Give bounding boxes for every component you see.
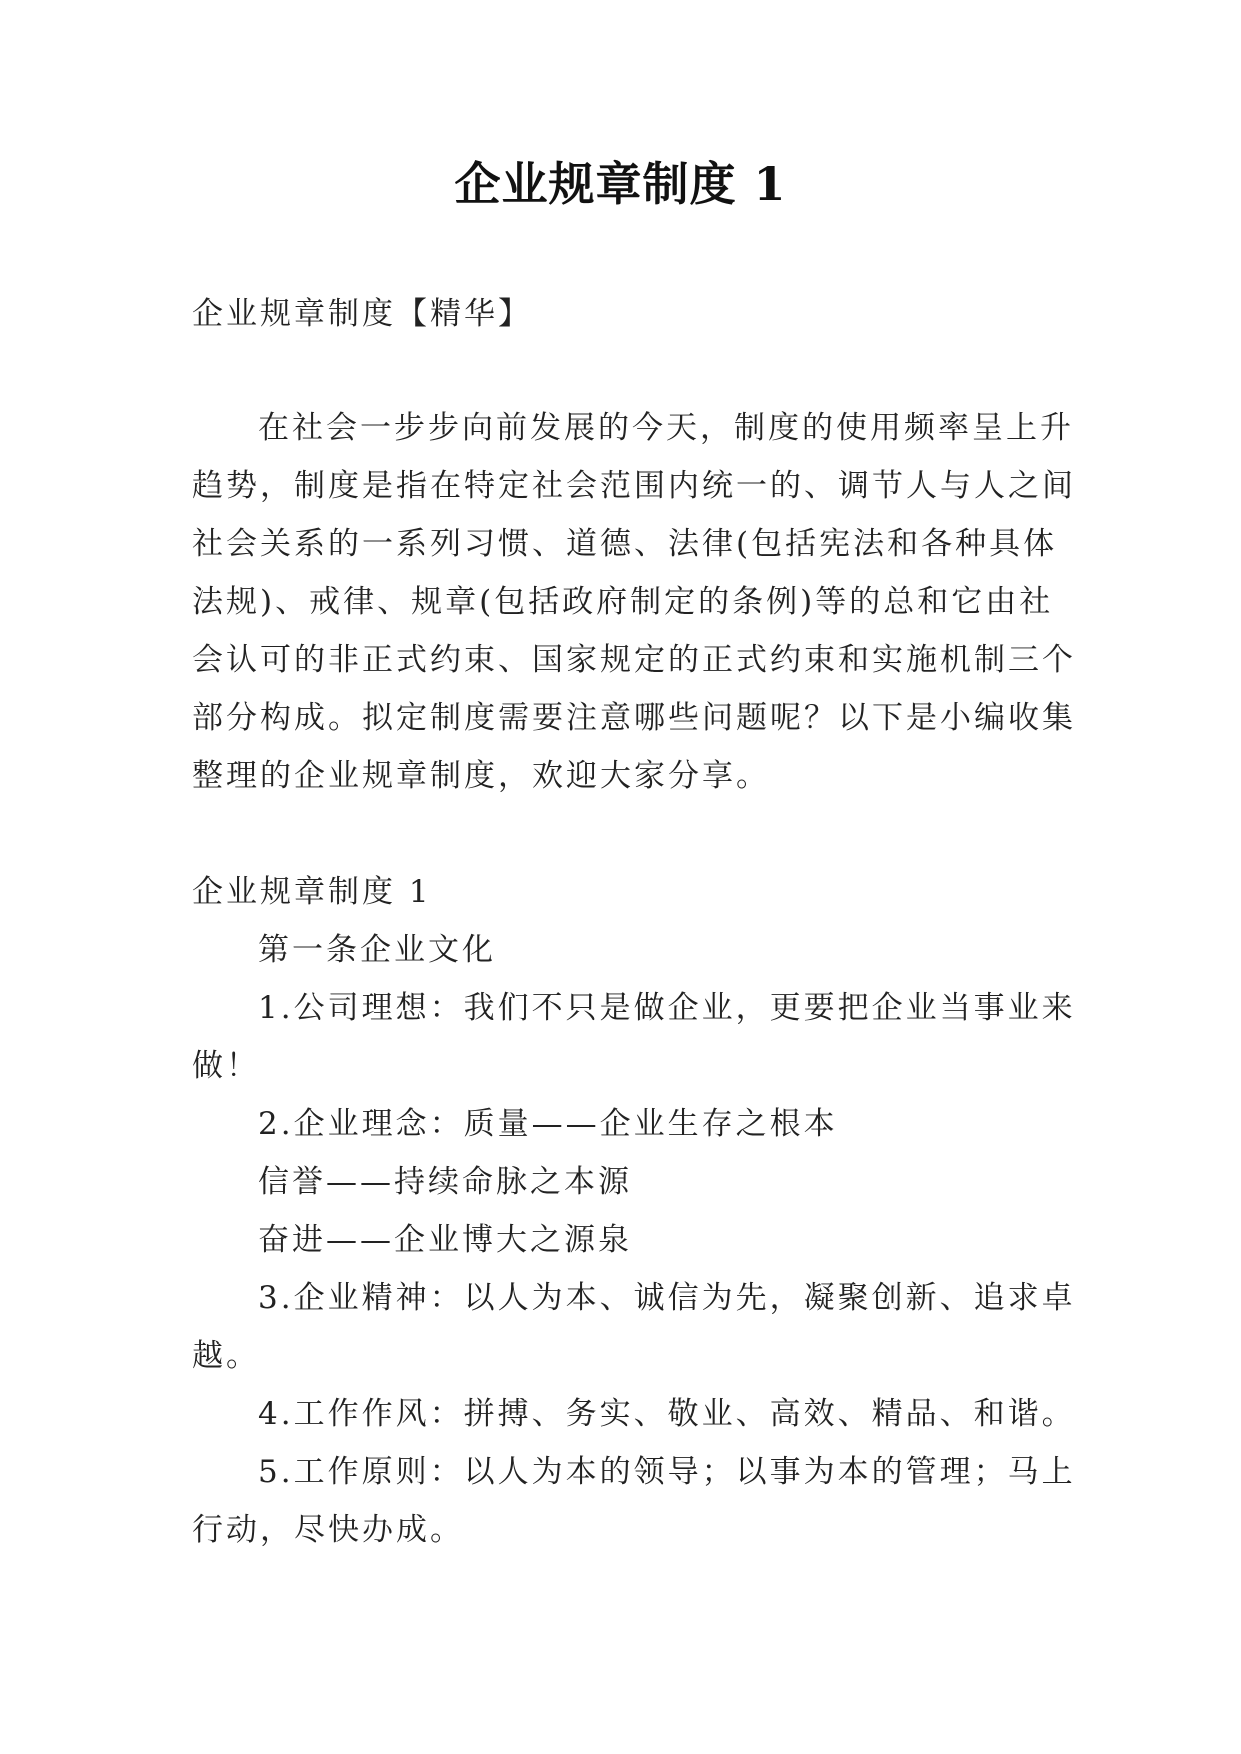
section-heading: 企业规章制度 1	[192, 874, 432, 910]
list-item: 1.公司理想：我们不只是做企业，更要把企业当事业来	[258, 990, 1076, 1026]
intro-line-4: 法规)、戒律、规章(包括政府制定的条例)等的总和它由社	[192, 584, 1054, 620]
intro-line-6: 部分构成。拟定制度需要注意哪些问题呢？以下是小编收集	[192, 700, 1076, 736]
list-item: 4.工作作风：拼搏、务实、敬业、高效、精品、和谐。	[258, 1396, 1076, 1432]
list-item: 做！	[192, 1048, 260, 1084]
list-item: 奋进——企业博大之源泉	[258, 1222, 632, 1258]
list-item: 越。	[192, 1338, 260, 1374]
list-item: 行动，尽快办成。	[192, 1512, 464, 1548]
article-heading: 第一条企业文化	[258, 932, 496, 968]
document-title: 企业规章制度 1	[454, 157, 787, 211]
list-item: 3.企业精神：以人为本、诚信为先，凝聚创新、追求卓	[258, 1280, 1076, 1316]
intro-line-7: 整理的企业规章制度，欢迎大家分享。	[192, 758, 770, 794]
intro-line-2: 趋势，制度是指在特定社会范围内统一的、调节人与人之间	[192, 468, 1076, 504]
intro-line-1: 在社会一步步向前发展的今天，制度的使用频率呈上升	[258, 410, 1074, 446]
intro-line-5: 会认可的非正式约束、国家规定的正式约束和实施机制三个	[192, 642, 1076, 678]
intro-line-3: 社会关系的一系列习惯、道德、法律(包括宪法和各种具体	[192, 526, 1058, 562]
list-item: 5.工作原则：以人为本的领导；以事为本的管理；马上	[258, 1454, 1076, 1490]
document-subtitle: 企业规章制度【精华】	[192, 296, 532, 332]
list-item: 2.企业理念：质量——企业生存之根本	[258, 1106, 838, 1142]
list-item: 信誉——持续命脉之本源	[258, 1164, 632, 1200]
